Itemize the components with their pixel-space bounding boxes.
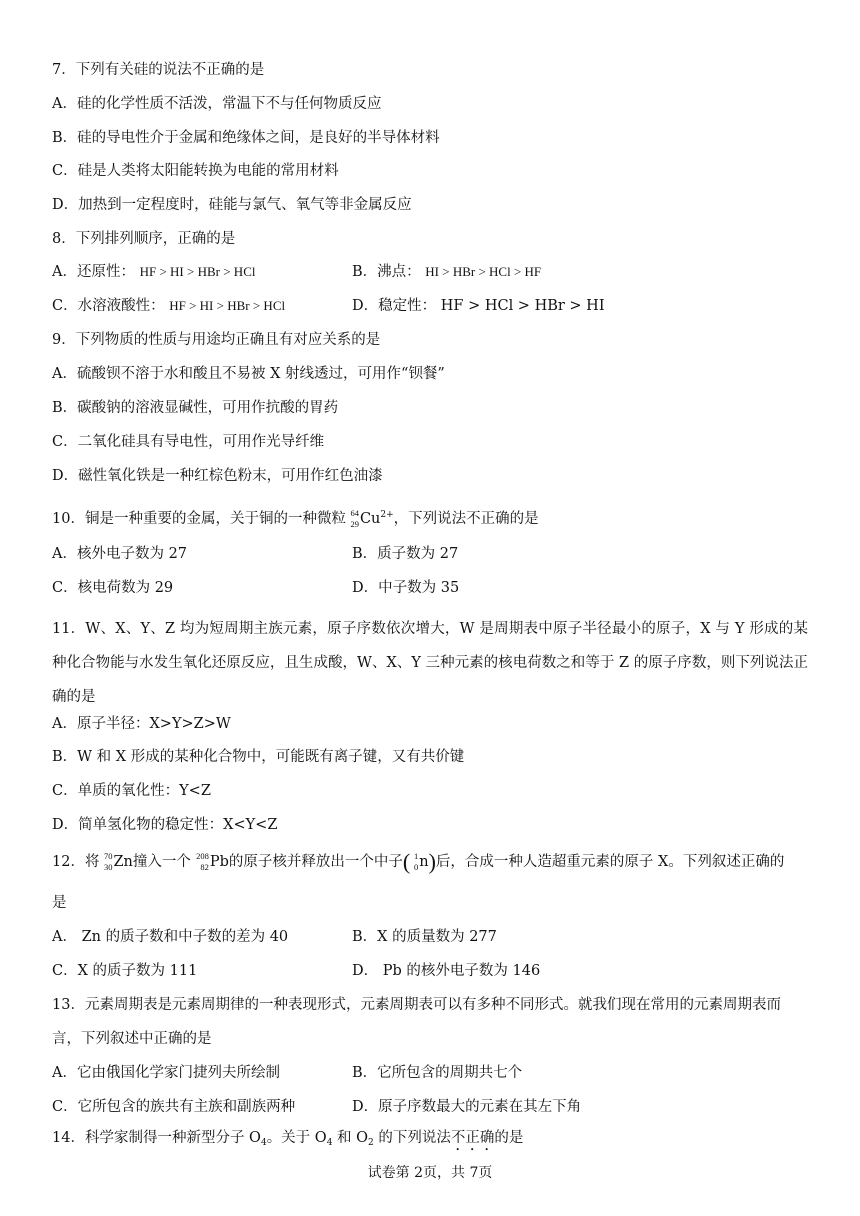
q8-option-c-formula: HF > HI > HBr > HCl	[169, 298, 286, 313]
q11-option-d: D．简单氢化物的稳定性：X<Y<Z	[52, 817, 278, 833]
q12-option-b: B．X 的质量数为 277	[352, 929, 497, 945]
q10-option-a: A．核外电子数为 27	[52, 546, 188, 562]
zn-isotope-notation	[99, 852, 113, 872]
emphasis-not-correct: 不正确	[450, 1130, 495, 1146]
q7-option-d: D．加热到一定程度时，硅能与氯气、氧气等非金属反应	[52, 197, 412, 213]
q12-stem-a: 12．将	[52, 854, 100, 870]
q8-option-d	[352, 296, 605, 316]
q13-stem-line2: 言，下列叙述中正确的是	[52, 1031, 212, 1047]
pb-symbol: Pb	[209, 854, 229, 870]
cu-charge: 2+	[380, 510, 394, 520]
cu-atomic-number: 29	[350, 519, 359, 529]
q10-stem-pre: 10．铜是一种重要的金属，关于铜的一种微粒	[52, 511, 346, 527]
q10-stem-post: ，下列说法不正确的是	[393, 511, 539, 527]
q12-stem-b: 撞入一个	[132, 854, 191, 870]
q12-stem-line1	[52, 849, 785, 874]
q10-stem	[52, 505, 539, 529]
neutron-symbol: n	[419, 854, 429, 870]
cu-symbol: Cu	[359, 511, 381, 527]
q12-stem-d: 后，合成一种人造超重元素的原子 X。下列叙述正确的	[435, 854, 785, 870]
q8-option-d-formula: HF > HCl > HBr > HI	[440, 298, 605, 314]
q9-option-c: C．二氧化硅具有导电性，可用作光导纤维	[52, 434, 325, 450]
q10-option-d: D．中子数为 35	[352, 580, 460, 596]
pb-atomic-number: 82	[200, 862, 209, 872]
q11-option-b: B．W 和 X 形成的某种化合物中，可能既有离子键，又有共价键	[52, 749, 465, 765]
q7-option-a: A．硅的化学性质不活泼，常温下不与任何物质反应	[52, 96, 382, 112]
q14-stem-e: 的是	[494, 1130, 524, 1146]
q11-option-c: C．单质的氧化性：Y<Z	[52, 783, 211, 799]
q10-option-c: C．核电荷数为 29	[52, 580, 174, 596]
q13-option-d: D．原子序数最大的元素在其左下角	[352, 1099, 582, 1115]
q14-stem-d: 的下列说法	[373, 1130, 451, 1146]
o4-subscript: 4	[260, 1138, 267, 1148]
q12-option-c: C．X 的质子数为 111	[52, 963, 198, 979]
page-footer: 试卷第 2页，共 7页	[367, 1165, 493, 1181]
q8-stem: 8．下列排列顺序，正确的是	[52, 231, 236, 247]
q8-option-d-label: D．稳定性：	[352, 298, 437, 314]
cu-isotope-notation	[346, 509, 360, 529]
q7-option-c: C．硅是人类将太阳能转换为电能的常用材料	[52, 163, 339, 179]
right-paren: )	[428, 849, 436, 874]
q13-stem-line1: 13．元素周期表是元素周期律的一种表现形式，元素周期表可以有多种不同形式。就我们现在常用的元素周期表而	[52, 997, 781, 1013]
left-paren: (	[402, 849, 411, 874]
q13-option-a: A．它由俄国化学家门捷列夫所绘制	[52, 1065, 280, 1081]
o2-subscript: 2	[368, 1138, 374, 1148]
q8-option-a-formula: HF > HI > HBr > HCl	[139, 264, 256, 279]
pb-mass-number: 208	[196, 851, 209, 861]
zn-symbol: Zn	[113, 854, 133, 870]
q8-option-a	[52, 262, 255, 282]
q12-option-d: D． Pb 的核外电子数为 146	[352, 963, 541, 979]
q8-option-b	[352, 262, 541, 282]
neutron-notation	[410, 852, 419, 872]
q7-option-b: B．硅的导电性介于金属和绝缘体之间，是良好的半导体材料	[52, 130, 440, 146]
q9-option-a: A．硫酸钡不溶于水和酸且不易被 X 射线透过，可用作“钡餐”	[52, 366, 445, 382]
q8-option-c	[52, 296, 285, 316]
q9-option-d: D．磁性氧化铁是一种红棕色粉末，可用作红色油漆	[52, 468, 383, 484]
q9-stem: 9．下列物质的性质与用途均正确且有对应关系的是	[52, 332, 381, 348]
neutron-mass-number: 1	[414, 851, 419, 861]
q8-option-a-label: A．还原性：	[52, 264, 135, 280]
q12-option-a: A． Zn 的质子数和中子数的差为 40	[52, 929, 289, 945]
q8-option-b-formula: HI > HBr > HCl > HF	[425, 264, 542, 279]
q14-stem-a: 14．科学家制得一种新型分子 O	[52, 1130, 261, 1146]
q12-stem-line2: 是	[52, 895, 67, 911]
q14-stem-c: 和 O	[332, 1130, 369, 1146]
q11-stem: 11．W、X、Y、Z 均为短周期主族元素，原子序数依次增大，W 是周期表中原子半径最小的原子，X 与 Y 形成的某种化合物能与水发生氧化还原反应，且生成酸，W、X、Y 三种元素的核电荷数之和等于 Z 的原子序数，则下列说法正确的是	[52, 621, 808, 705]
zn-mass-number: 70	[103, 851, 113, 861]
zn-atomic-number: 30	[103, 862, 113, 872]
q14-stem-b: 。关于 O	[266, 1130, 327, 1146]
q10-option-b: B．质子数为 27	[352, 546, 459, 562]
q8-option-b-label: B．沸点：	[352, 264, 421, 280]
q7-stem: 7．下列有关硅的说法不正确的是	[52, 62, 265, 78]
cu-mass-number: 64	[350, 508, 359, 518]
q14-stem	[52, 1128, 523, 1154]
neutron-atomic-number: 0	[414, 862, 419, 872]
q13-option-b: B．它所包含的周期共七个	[352, 1065, 523, 1081]
q9-option-b: B．碳酸钠的溶液显碱性，可用作抗酸的胃药	[52, 400, 339, 416]
q13-option-c: C．它所包含的族共有主族和副族两种	[52, 1099, 296, 1115]
q8-option-c-label: C．水溶液酸性：	[52, 298, 165, 314]
pb-isotope-notation	[191, 852, 210, 872]
q12-stem-c: 的原子核并释放出一个中子	[228, 854, 403, 870]
o4-subscript-2: 4	[326, 1138, 333, 1148]
q11-option-a: A．原子半径：X>Y>Z>W	[52, 716, 231, 732]
